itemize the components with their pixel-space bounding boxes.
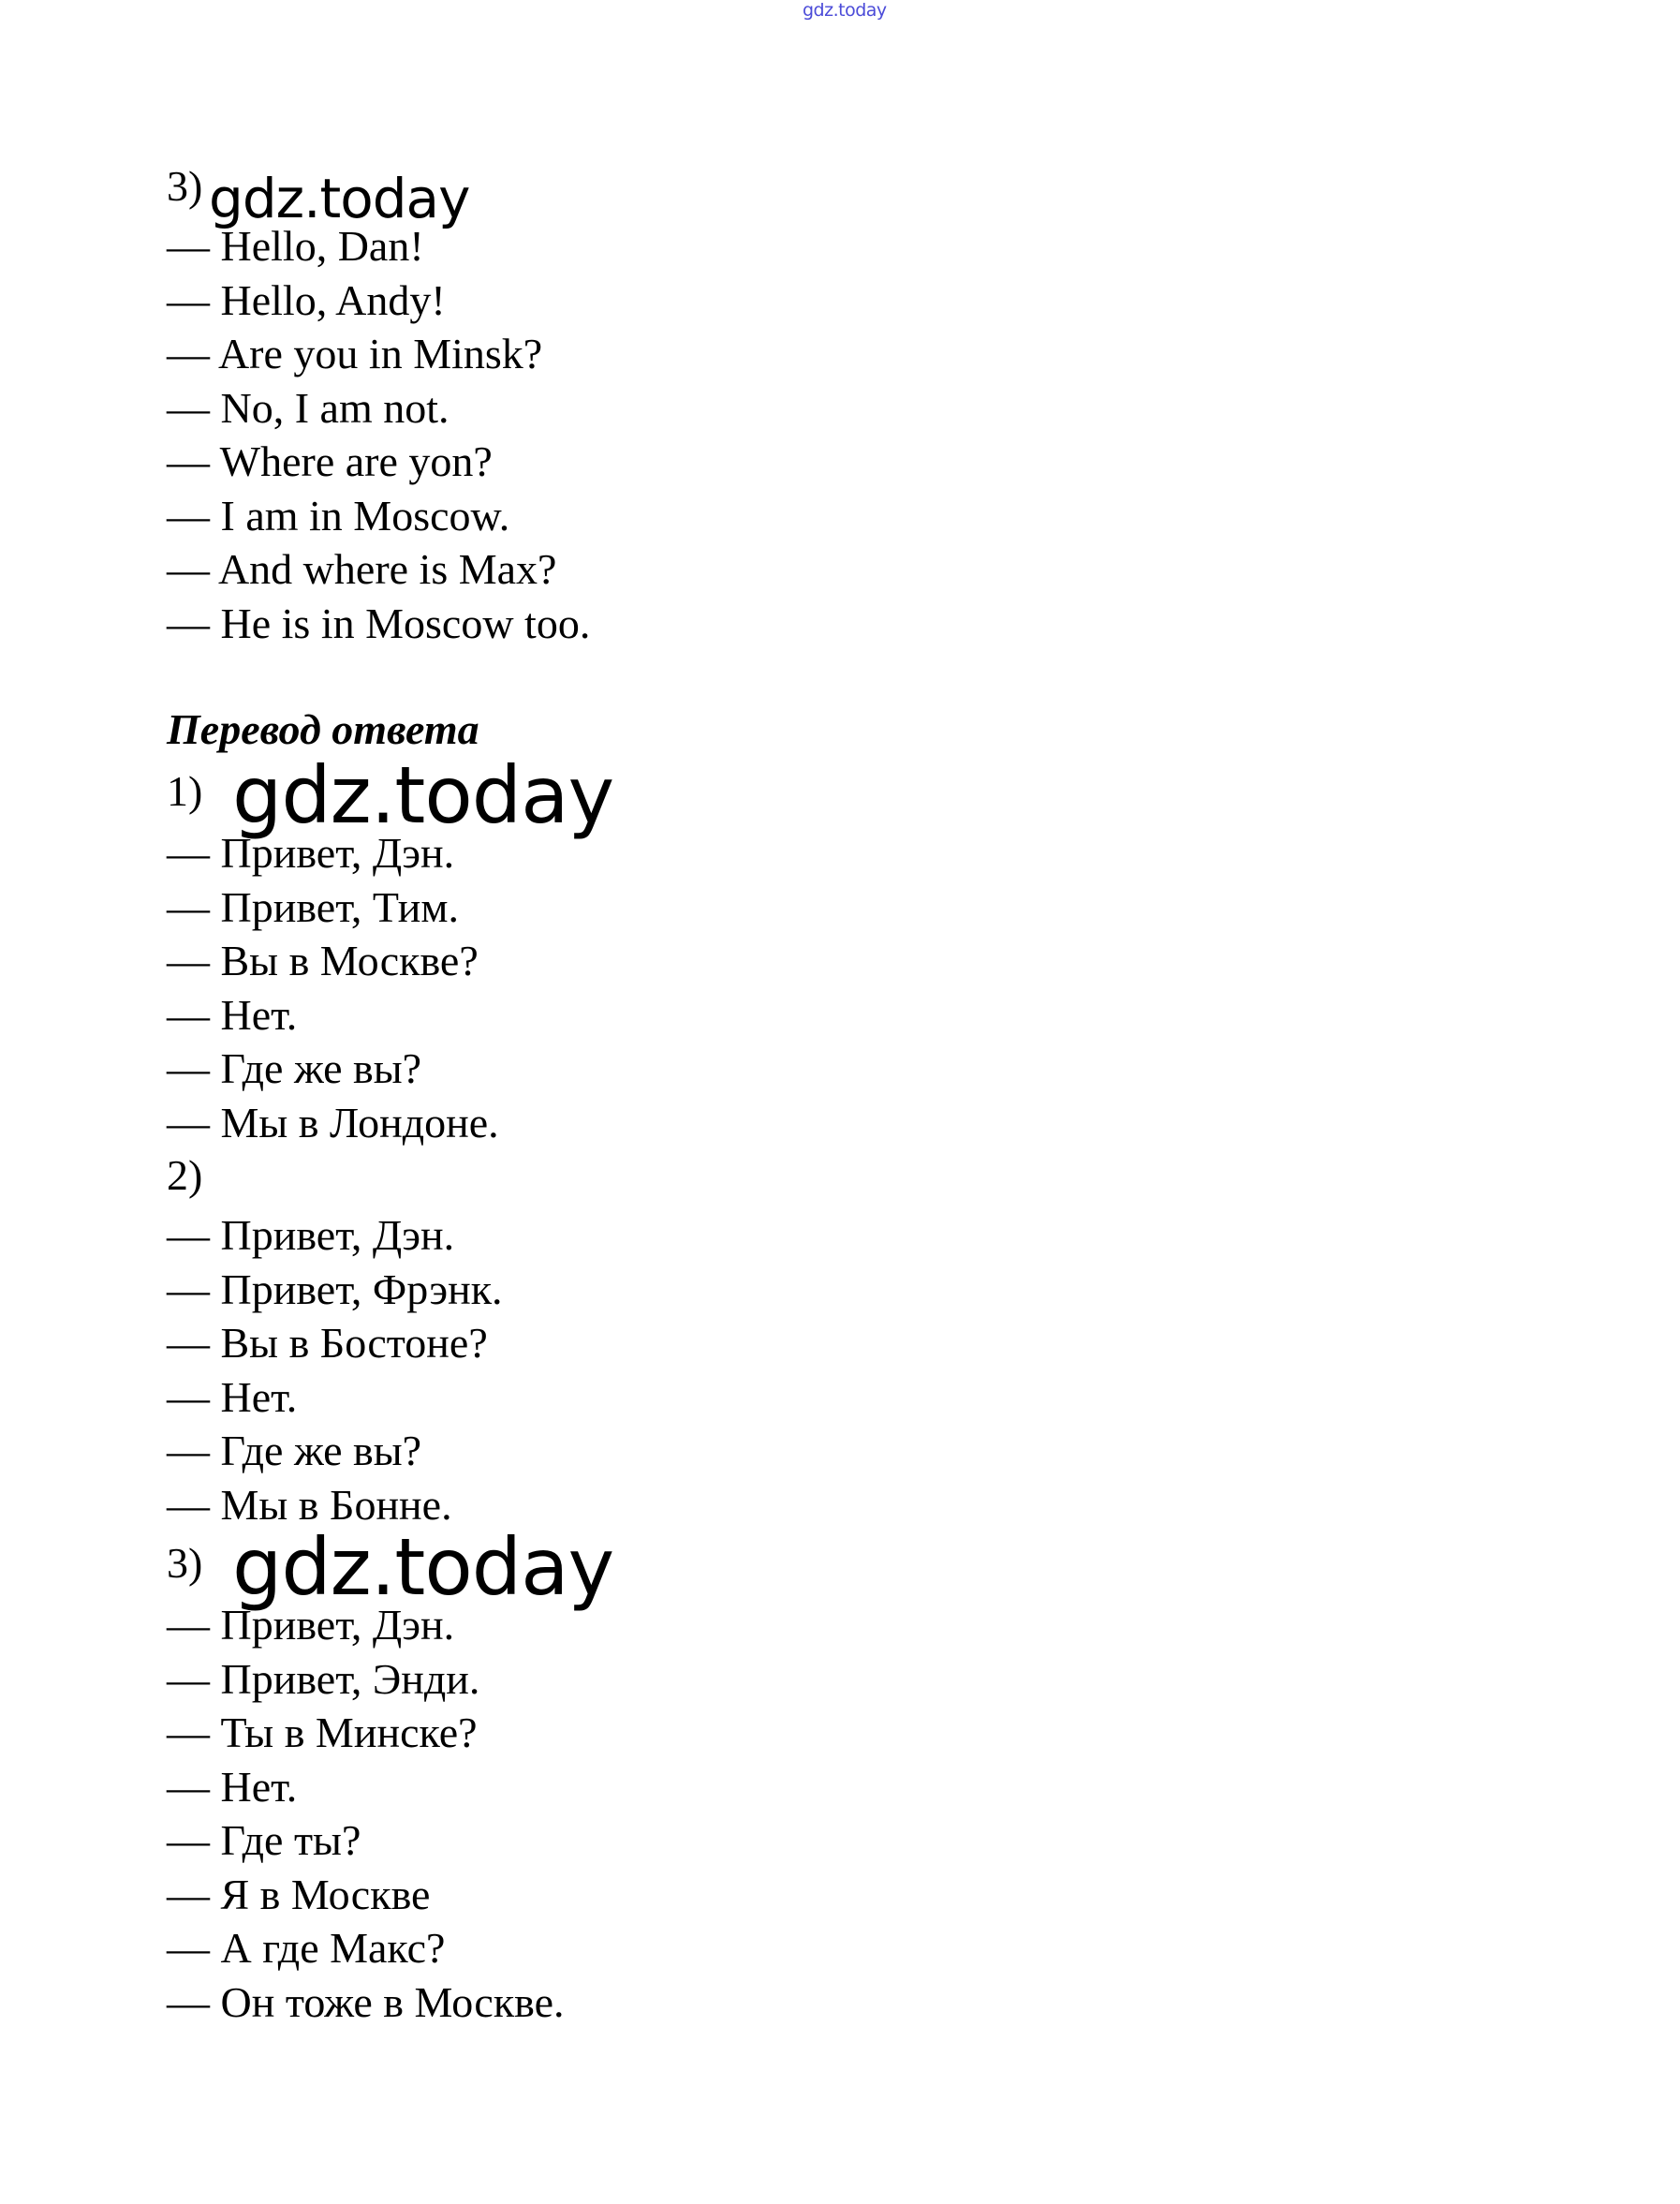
section-number: 3) (167, 162, 203, 210)
dialogue-line: — А где Макс? (167, 1924, 446, 1972)
dialogue-line: — Где же вы? (167, 1044, 422, 1092)
dialogue-line: — And where is Max? (167, 545, 557, 593)
dialogue-line: — I am in Moscow. (167, 491, 510, 540)
section-number: 1) (167, 767, 203, 815)
dialogue-line: — Нет. (167, 1372, 298, 1421)
watermark-text: gdz.today (232, 1521, 614, 1613)
dialogue-line: — Я в Москве (167, 1870, 431, 1918)
dialogue-line: — Мы в Лондоне. (167, 1098, 499, 1146)
dialogue-line: — Нет. (167, 990, 298, 1039)
dialogue-line: — No, I am not. (167, 383, 449, 432)
dialogue-line: — Привет, Дэн. (167, 1211, 455, 1259)
dialogue-line: — Where are yon? (167, 437, 493, 485)
section-number: 3) (167, 1539, 203, 1587)
dialogue-line: — Привет, Фрэнк. (167, 1265, 503, 1313)
dialogue-line: — Привет, Энди. (167, 1654, 480, 1703)
dialogue-lines (167, 826, 499, 1149)
watermark-text: gdz.today (232, 749, 614, 841)
dialogue-line: — Are you in Minsk? (167, 330, 543, 377)
dialogue-line: — Hello, Andy! (167, 275, 446, 324)
dialogue-lines (167, 1598, 565, 2029)
dialogue-lines (167, 1208, 503, 1531)
top-watermark: gdz.today (803, 0, 887, 21)
watermark-text: gdz.today (209, 167, 470, 230)
dialogue-line: — He is in Moscow too. (167, 599, 591, 647)
dialogue-lines (167, 219, 590, 650)
translation-heading: Перевод ответа (167, 705, 479, 753)
dialogue-line: — Где ты? (167, 1816, 361, 1864)
dialogue-line: — Он тоже в Москве. (167, 1977, 565, 2026)
dialogue-line: — Вы в Москве? (167, 937, 479, 984)
dialogue-line: — Привет, Дэн. (167, 1601, 455, 1649)
dialogue-line: — Привет, Дэн. (167, 829, 455, 877)
dialogue-line: — Вы в Бостоне? (167, 1319, 488, 1367)
dialogue-line: — Мы в Бонне. (167, 1480, 452, 1529)
dialogue-line: — Ты в Минске? (167, 1708, 478, 1756)
dialogue-line: — Привет, Тим. (167, 882, 460, 931)
section-number: 2) (167, 1151, 203, 1199)
dialogue-line: — Где же вы? (167, 1427, 422, 1474)
dialogue-line: — Нет. (167, 1762, 298, 1811)
dialogue-line: — Hello, Dan! (167, 222, 424, 270)
